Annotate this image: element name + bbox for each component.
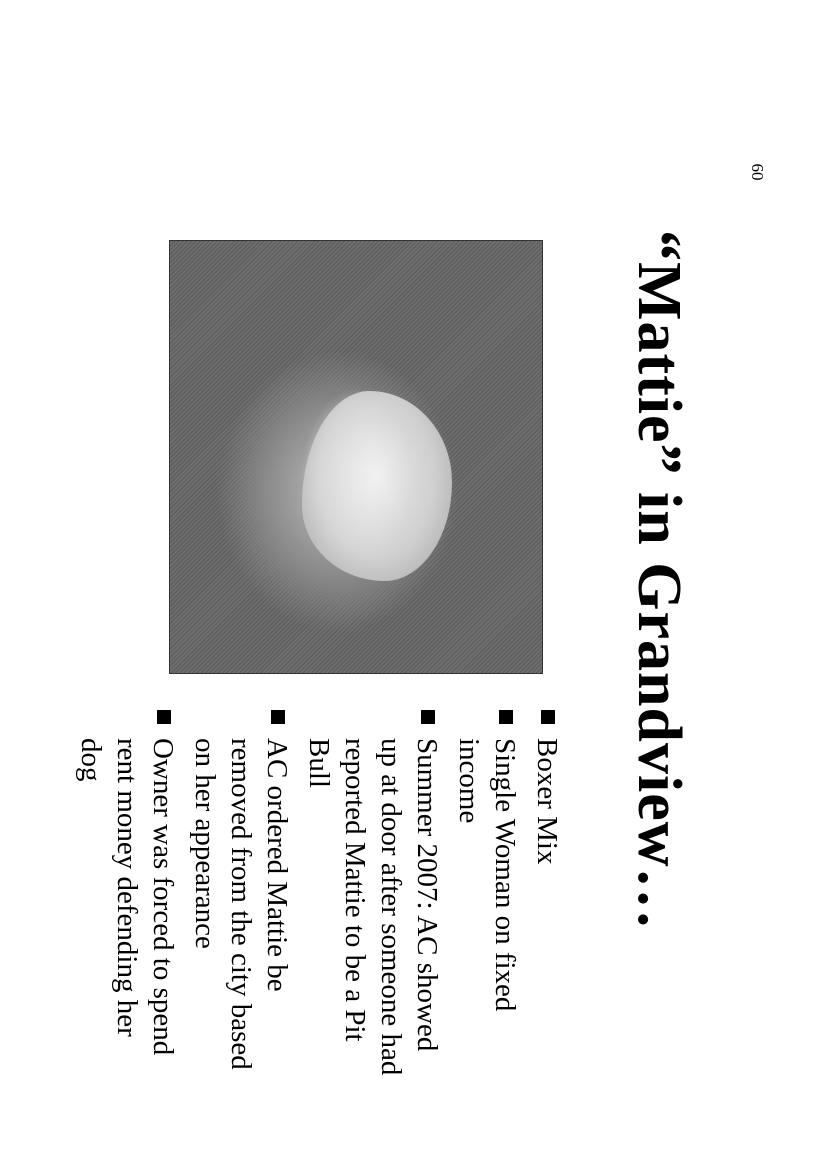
bullet-text: AC ordered Mattie be removed from the city based on her appearance [189,738,293,1070]
bullet-text: Boxer Mix [531,738,563,865]
dog-figure [302,391,452,581]
bullet-item [529,710,565,1080]
square-bullet-icon [271,710,285,724]
bullet-list [67,710,565,1080]
dog-photo [169,240,543,674]
square-bullet-icon [421,710,435,724]
page-number: 60 [748,163,767,181]
bullet-item [451,710,523,1080]
bullet-item [301,710,445,1080]
slide [75,120,695,1080]
square-bullet-icon [499,710,513,724]
square-bullet-icon [541,710,555,724]
bullet-text: Owner was forced to spend rent money defending her dog [75,738,179,1056]
bullet-text: Single Woman on fixed income [453,738,521,1012]
square-bullet-icon [157,710,171,724]
bullet-item [187,710,295,1080]
bullet-item [73,710,181,1080]
bullet-text: Summer 2007: AC showed up at door after someone had reported Mattie to be a Pit Bull [303,738,443,1076]
slide-title: “Mattie” in Grandview… [625,230,693,931]
